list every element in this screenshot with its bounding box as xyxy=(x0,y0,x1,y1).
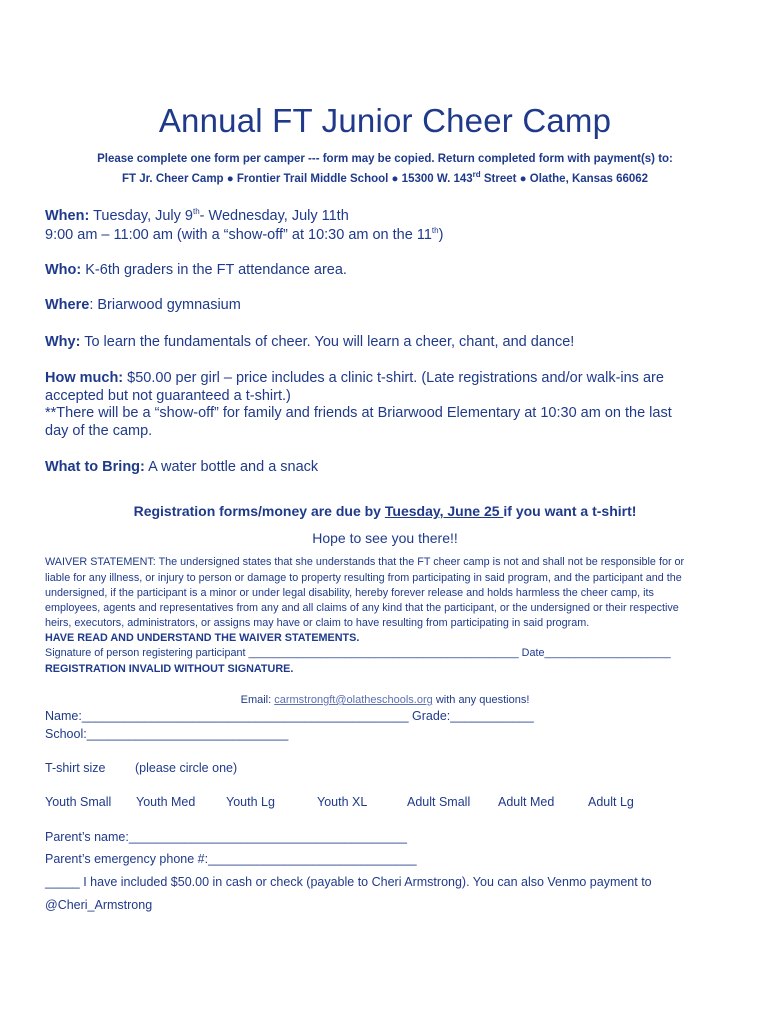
email-link[interactable]: carmstrongft@olatheschools.org xyxy=(274,694,433,706)
waiver-acknowledgement: HAVE READ AND UNDERSTAND THE WAIVER STATEMENTS. xyxy=(45,632,360,644)
how-much-line: How much: $50.00 per girl – price includes a clinic t-shirt. (Late registrations and/or walk-ins are xyxy=(45,370,664,386)
return-address: FT Jr. Cheer Camp ● Frontier Trail Middle School ● 15300 W. 143rd Street ● Olathe, Kansas 66062 xyxy=(121,170,649,185)
size-option-youth-lg[interactable]: Youth Lg xyxy=(226,795,275,809)
where-line: Where: Briarwood gymnasium xyxy=(45,297,241,313)
how-much-line-2: accepted but not guaranteed a t-shirt.) xyxy=(45,388,291,404)
size-option-adult-med[interactable]: Adult Med xyxy=(498,795,555,809)
show-off-note-2: day of the camp. xyxy=(45,423,153,439)
when-line: When: Tuesday, July 9th- Wednesday, July 11th xyxy=(45,207,349,224)
waiver-line: WAIVER STATEMENT: The undersigned states that she understands that the FT cheer camp is not and shall not be responsible for or xyxy=(45,556,685,568)
waiver-line: heirs, executors, administrators, or assigns may have or claim to have resulting from participating in said program. xyxy=(45,617,590,629)
school-field[interactable]: School:_____________________________ xyxy=(45,727,289,741)
deadline-date: Tuesday, June 25 xyxy=(384,503,504,519)
show-off-note: **There will be a “show-off” for family and friends at Briarwood Elementary at 10:30 am on the last xyxy=(45,405,672,421)
page-title: Annual FT Junior Cheer Camp xyxy=(158,102,612,139)
when-time-line: 9:00 am – 11:00 am (with a “show-off” at 10:30 am on the 11th) xyxy=(45,226,444,243)
tshirt-size-label: T-shirt size xyxy=(45,761,106,775)
size-option-adult-small[interactable]: Adult Small xyxy=(407,795,471,809)
size-option-youth-small[interactable]: Youth Small xyxy=(45,795,112,809)
name-grade-field[interactable]: Name:_______________________________________________ Grade:____________ xyxy=(45,709,534,723)
where-label: Where xyxy=(45,297,90,313)
size-option-youth-xl[interactable]: Youth XL xyxy=(317,795,368,809)
waiver-line: liable for any illness, or injury to person or damage to property resulting from participating in said program, and the participant and the xyxy=(45,572,682,584)
what-to-bring-line: What to Bring: A water bottle and a snack xyxy=(45,459,319,475)
registration-deadline: Registration forms/money are due by Tuesday, June 25 if you want a t-shirt! xyxy=(133,503,637,519)
tshirt-size-hint: (please circle one) xyxy=(135,761,238,775)
who-label: Who: xyxy=(45,262,82,278)
when-label: When: xyxy=(45,208,90,224)
size-option-adult-lg[interactable]: Adult Lg xyxy=(588,795,634,809)
hope-message: Hope to see you there!! xyxy=(312,530,458,546)
return-instructions: Please complete one form per camper --- form may be copied. Return completed form with payment(s) to: xyxy=(97,153,673,165)
waiver-line: undersigned, if the participant is a minor or under legal disability, hereby forever release and holds harmless the cheer camp, its xyxy=(45,587,654,599)
signature-required-note: REGISTRATION INVALID WITHOUT SIGNATURE. xyxy=(45,663,294,675)
waiver-line: employees, agents and representatives from any and all claims of any kind that the participant, or the undersigned or their respective xyxy=(45,602,679,614)
email-line: Email: carmstrongft@olatheschools.org with any questions! xyxy=(240,694,530,706)
what-to-bring-label: What to Bring: xyxy=(45,459,145,475)
parent-name-field[interactable]: Parent’s name:________________________________________ xyxy=(45,830,407,844)
payment-checkbox-line[interactable]: _____ I have included $50.00 in cash or check (payable to Cheri Armstrong). You can also Venmo payment to xyxy=(45,875,652,889)
venmo-handle: @Cheri_Armstrong xyxy=(45,898,153,912)
size-option-youth-med[interactable]: Youth Med xyxy=(136,795,196,809)
why-line: Why: To learn the fundamentals of cheer. You will learn a cheer, chant, and dance! xyxy=(45,334,575,350)
who-line: Who: K-6th graders in the FT attendance area. xyxy=(45,262,347,278)
why-label: Why: xyxy=(45,334,81,350)
signature-field[interactable]: Signature of person registering participant _____________________________________________ Date_____________________ xyxy=(45,647,671,659)
parent-phone-field[interactable]: Parent’s emergency phone #:______________________________ xyxy=(45,852,417,866)
how-much-label: How much: xyxy=(45,370,124,386)
